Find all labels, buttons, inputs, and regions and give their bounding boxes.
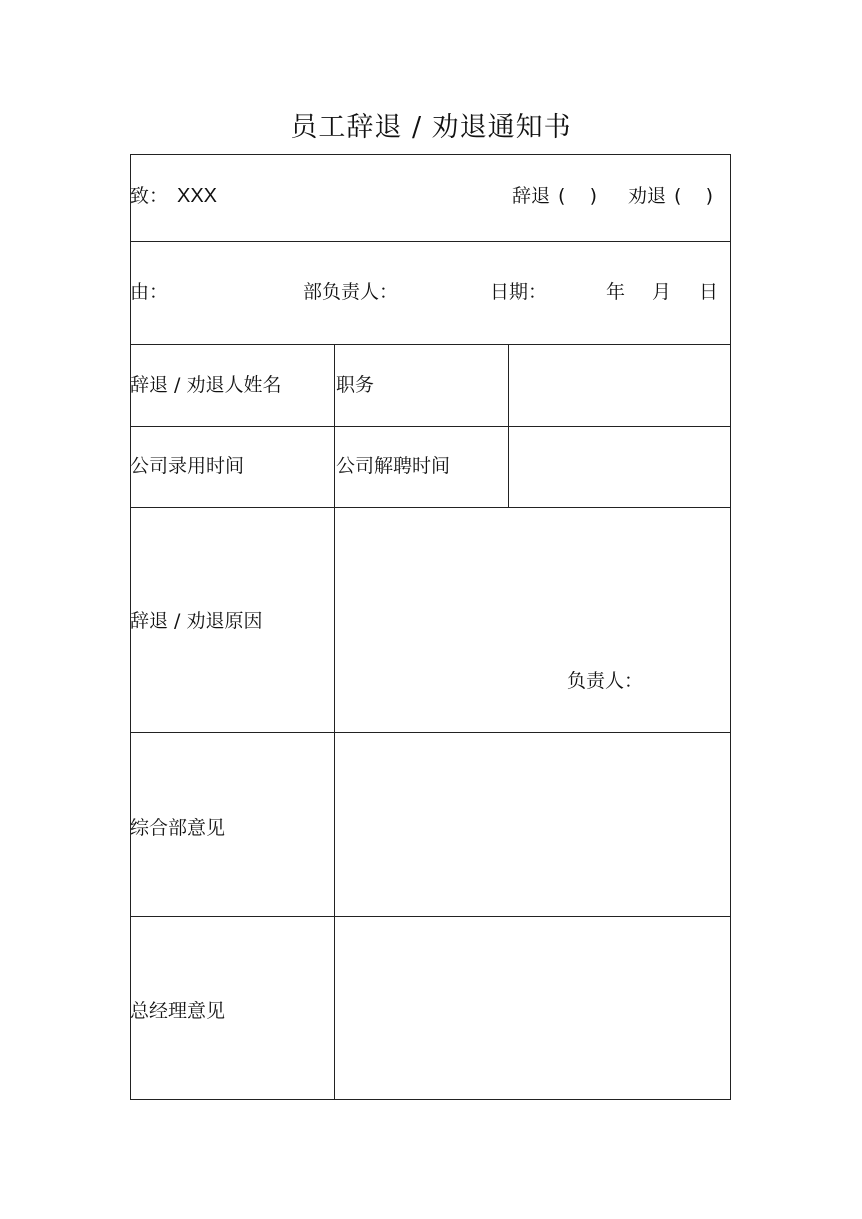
from-label: 由： <box>130 281 169 303</box>
year-label: 年 <box>606 281 626 303</box>
day-label: 日 <box>699 281 719 303</box>
row-divider <box>130 507 731 508</box>
release-time-label: 公司解聘时间 <box>336 455 451 477</box>
gm-opinion-label: 总经理意见 <box>130 1000 226 1022</box>
document-title: 员工辞退 / 劝退通知书 <box>290 112 572 143</box>
hire-time-label: 公司录用时间 <box>130 455 245 477</box>
general-dept-opinion-label: 综合部意见 <box>130 817 226 839</box>
row-divider <box>130 344 731 345</box>
reason-label: 辞退 / 劝退原因 <box>130 610 263 632</box>
name-label: 辞退 / 劝退人姓名 <box>130 374 282 396</box>
position-label: 职务 <box>336 374 375 396</box>
dismiss-label: 辞退 <box>512 185 551 207</box>
dismiss-checkbox[interactable]: ( ) <box>558 185 597 207</box>
date-label: 日期： <box>490 281 548 303</box>
column-divider <box>508 344 509 508</box>
to-label: 致： <box>130 185 169 207</box>
row-divider <box>130 732 731 733</box>
column-divider <box>334 344 335 1100</box>
responsible-label: 负责人： <box>567 670 644 692</box>
row-divider <box>130 426 731 427</box>
table-border-right <box>730 154 731 1100</box>
persuade-checkbox[interactable]: ( ) <box>674 185 713 207</box>
row-divider <box>130 916 731 917</box>
table-border-bottom <box>130 1099 731 1100</box>
table-border-top <box>130 154 731 155</box>
persuade-label: 劝退 <box>628 185 667 207</box>
month-label: 月 <box>652 281 672 303</box>
dept-head-label: 部负责人： <box>303 281 399 303</box>
row-divider <box>130 241 731 242</box>
to-value: XXX <box>177 185 218 207</box>
